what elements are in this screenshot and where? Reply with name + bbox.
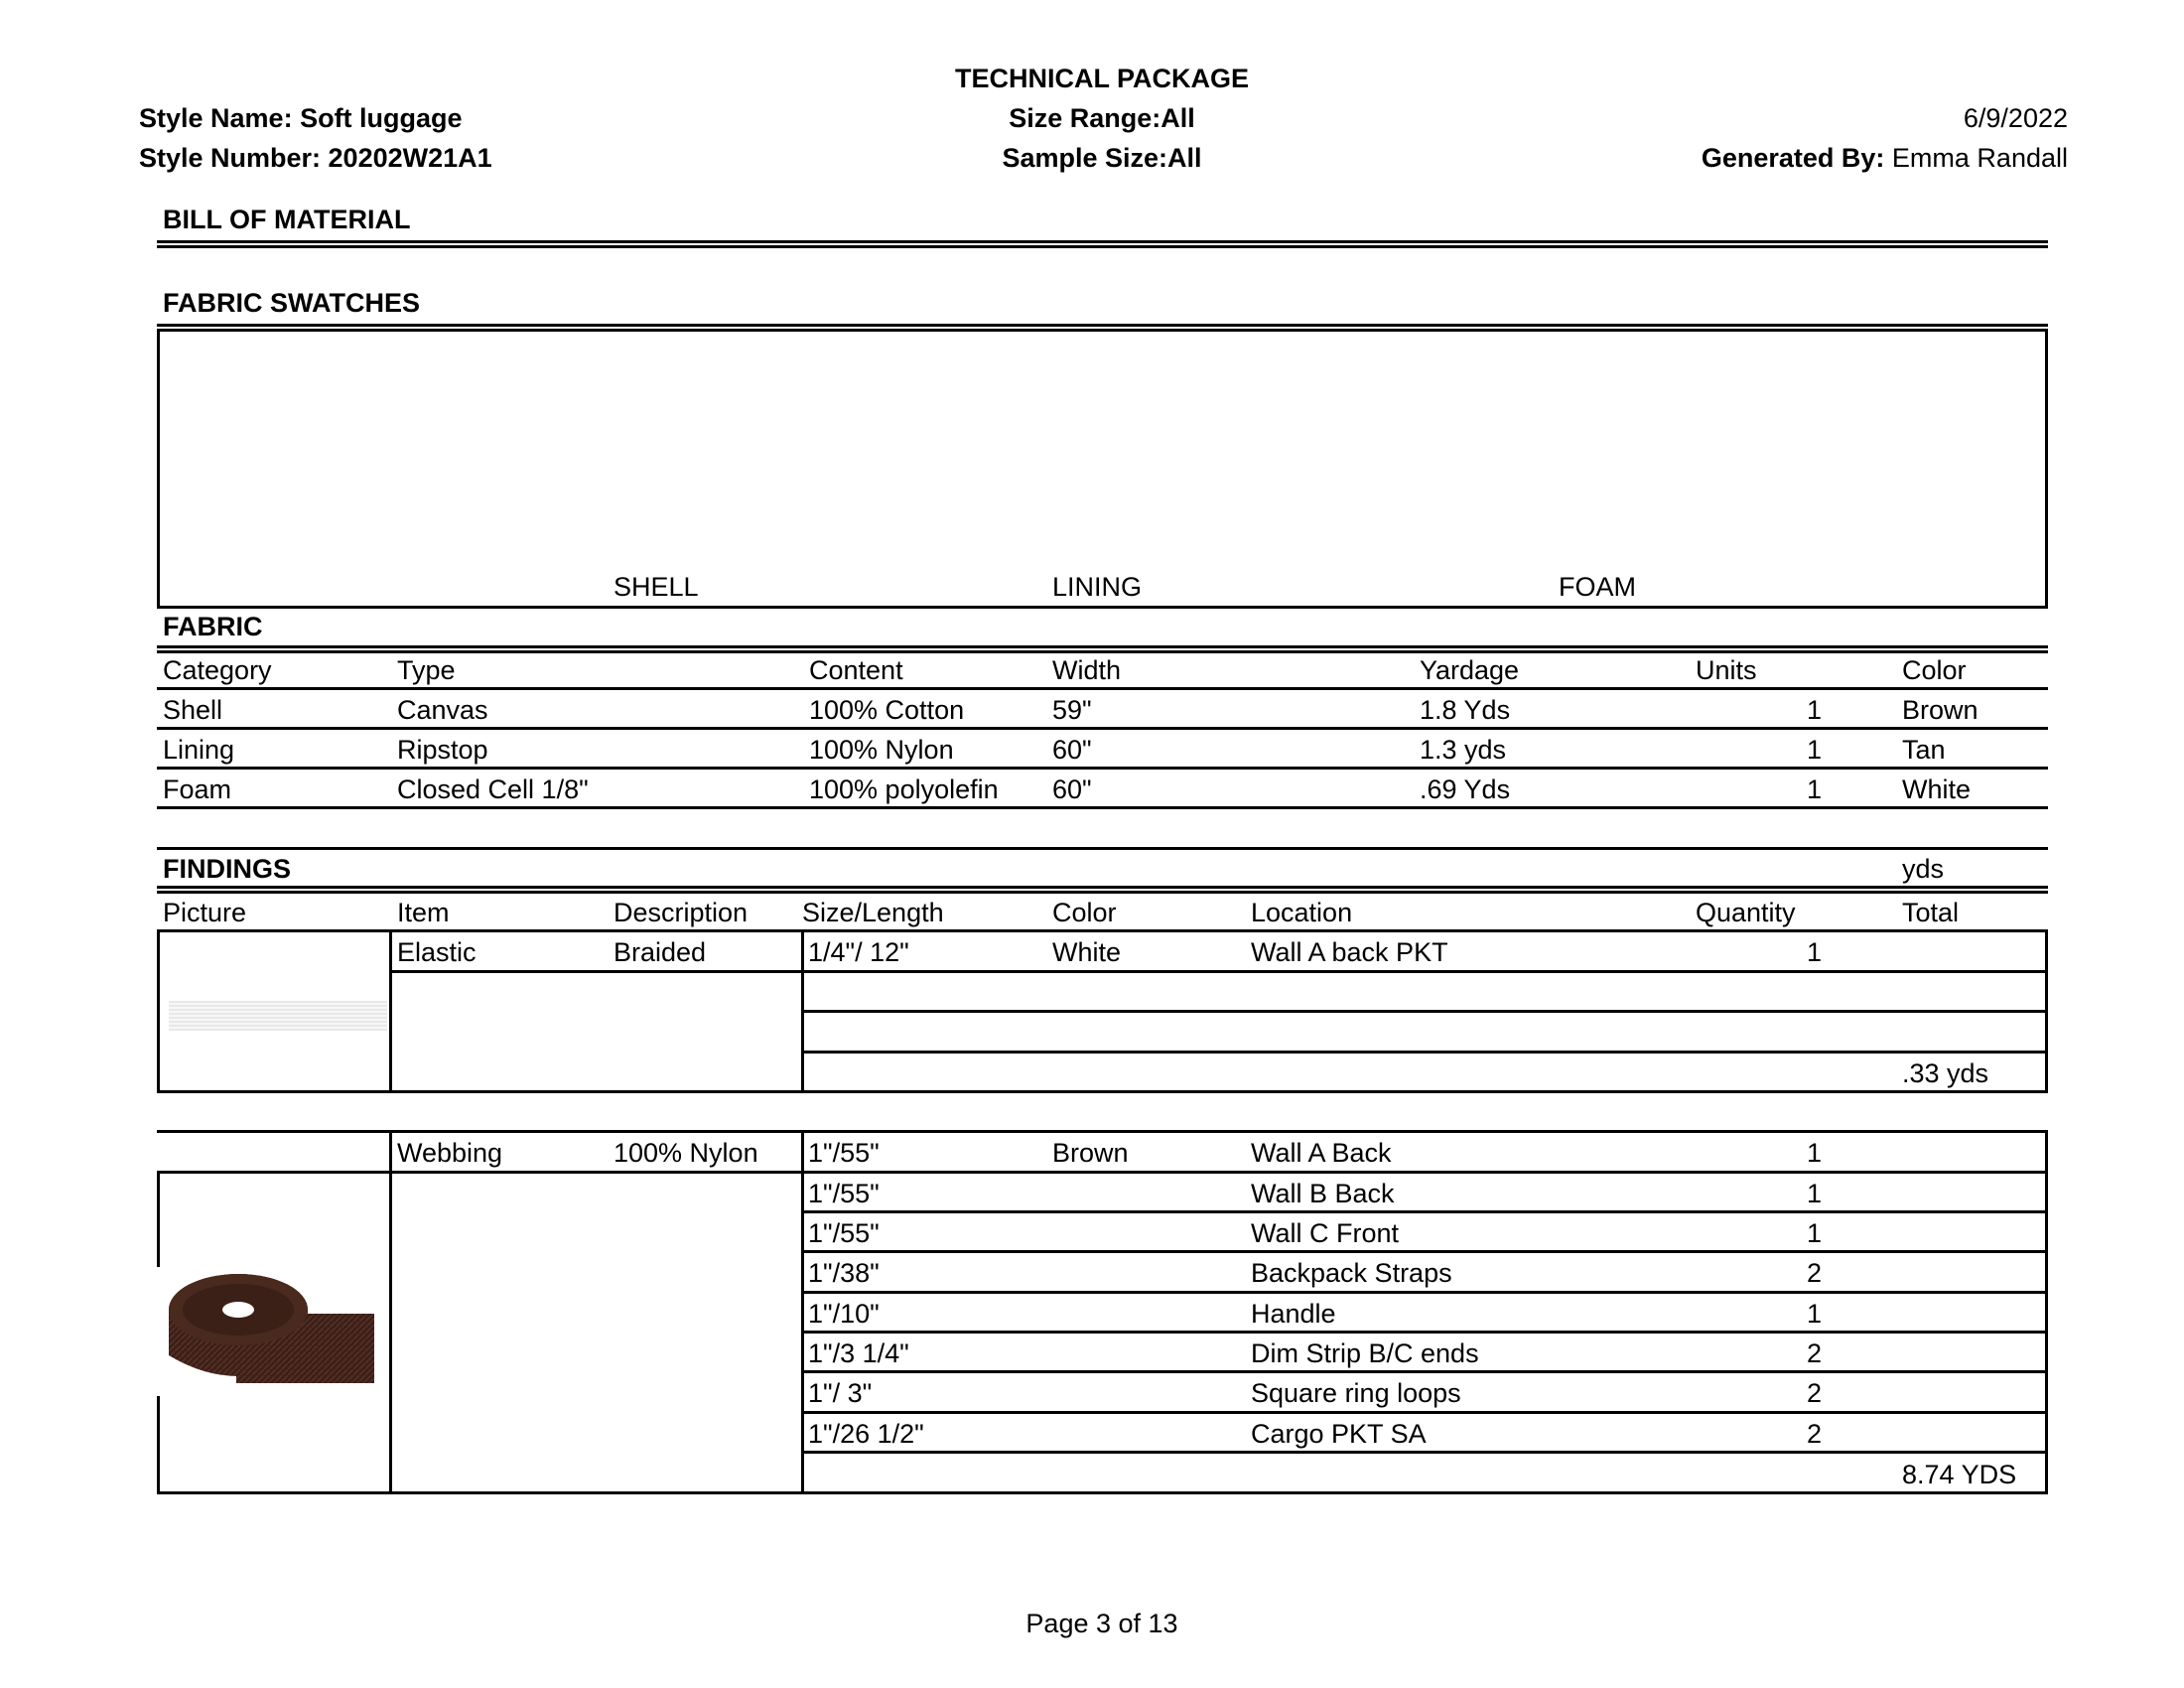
webbing-location: Wall C Front [1251, 1218, 1400, 1248]
webbing-size: 1"/26 1/2" [808, 1419, 924, 1449]
elastic-border-left [157, 929, 160, 1093]
fabric-cell-category: Lining [163, 735, 235, 765]
fabric-row-rule [157, 806, 2048, 809]
webbing-top-rule [157, 1130, 2048, 1133]
webbing-quantity: 1 [1806, 1299, 1822, 1329]
generated-by-label: Generated By: [1701, 143, 1885, 173]
elastic-total: .33 yds [1902, 1058, 1989, 1088]
webbing-location: Cargo PKT SA [1251, 1419, 1427, 1449]
swatch-label-shell: SHELL [614, 572, 699, 602]
fabric-cell-width: 59" [1052, 695, 1092, 725]
fabric-cell-yardage: 1.3 yds [1420, 735, 1507, 765]
elastic-location: Wall A back PKT [1251, 937, 1448, 967]
webbing-size: 1"/10" [808, 1299, 880, 1329]
elastic-quantity: 1 [1806, 937, 1822, 967]
webbing-size: 1"/ 3" [808, 1378, 873, 1408]
elastic-size: 1/4"/ 12" [808, 937, 909, 967]
fabric-cell-width: 60" [1052, 735, 1092, 765]
webbing-description: 100% Nylon [614, 1138, 758, 1168]
sample-size: Sample Size:All [1002, 143, 1202, 173]
webbing-row-rule [801, 1291, 2048, 1294]
bom-divider [157, 240, 2048, 248]
fabric-cell-content: 100% Nylon [809, 735, 954, 765]
webbing-row-rule [801, 1451, 2048, 1454]
findings-col-description: Description [614, 898, 749, 927]
findings-col-quantity: Quantity [1696, 898, 1796, 927]
fabric-header-rule [157, 687, 2048, 690]
webbing-row-rule [801, 1411, 2048, 1414]
findings-col-color: Color [1052, 898, 1117, 927]
swatches-heading: FABRIC SWATCHES [163, 288, 421, 318]
webbing-border-picture [389, 1130, 392, 1494]
fabric-cell-yardage: 1.8 Yds [1420, 695, 1511, 725]
webbing-location: Backpack Straps [1251, 1258, 1452, 1288]
webbing-size: 1"/3 1/4" [808, 1338, 909, 1368]
page-number: Page 3 of 13 [1025, 1609, 1178, 1638]
webbing-row-rule [801, 1210, 2048, 1213]
webbing-location: Square ring loops [1251, 1378, 1461, 1408]
findings-col-total: Total [1902, 898, 1960, 927]
fabric-col-width: Width [1052, 655, 1122, 685]
fabric-cell-content: 100% polyolefin [809, 774, 999, 804]
webbing-location: Dim Strip B/C ends [1251, 1338, 1479, 1368]
fabric-cell-category: Shell [163, 695, 223, 725]
elastic-border-picture [389, 929, 392, 1093]
findings-col-location: Location [1251, 898, 1353, 927]
findings-heading: FINDINGS [163, 854, 292, 884]
fabric-cell-color: Tan [1902, 735, 1946, 765]
fabric-cell-color: White [1902, 774, 1972, 804]
webbing-quantity: 1 [1806, 1179, 1822, 1208]
findings-top-rule [157, 847, 2048, 850]
elastic-color: White [1052, 937, 1122, 967]
generated-by [1702, 145, 2068, 172]
size-range: Size Range:All [1009, 103, 1195, 133]
webbing-quantity: 1 [1806, 1218, 1822, 1248]
webbing-quantity: 2 [1806, 1258, 1822, 1288]
fabric-cell-units: 1 [1806, 735, 1822, 765]
webbing-picture-rule [157, 1171, 392, 1174]
swatch-box [157, 329, 2048, 609]
webbing-row-rule [801, 1171, 2048, 1174]
fabric-col-type: Type [397, 655, 456, 685]
doc-date: 6/9/2022 [1963, 103, 2068, 133]
fabric-cell-type: Ripstop [397, 735, 488, 765]
webbing-row-rule [801, 1250, 2048, 1253]
webbing-border-right [2045, 1130, 2048, 1494]
fabric-cell-units: 1 [1806, 774, 1822, 804]
findings-col-size: Size/Length [802, 898, 944, 927]
webbing-size: 1"/55" [808, 1138, 880, 1168]
style-name: Style Name: Soft luggage [139, 103, 463, 133]
webbing-border-left-bottom [157, 1396, 160, 1494]
webbing-quantity: 1 [1806, 1138, 1822, 1168]
fabric-cell-content: 100% Cotton [809, 695, 965, 725]
webbing-size: 1"/38" [808, 1258, 880, 1288]
fabric-col-yardage: Yardage [1420, 655, 1520, 685]
webbing-size: 1"/55" [808, 1179, 880, 1208]
elastic-bottom-rule [157, 1090, 2048, 1093]
webbing-quantity: 2 [1806, 1419, 1822, 1449]
swatch-label-lining: LINING [1052, 572, 1143, 602]
fabric-cell-width: 60" [1052, 774, 1092, 804]
bom-heading: BILL OF MATERIAL [163, 205, 411, 234]
fabric-cell-yardage: .69 Yds [1420, 774, 1511, 804]
elastic-item-rule [389, 970, 804, 973]
webbing-border-left-top [157, 1171, 160, 1267]
webbing-roll-image [157, 1256, 380, 1405]
webbing-quantity: 2 [1806, 1338, 1822, 1368]
webbing-bottom-rule [157, 1491, 2048, 1494]
fabric-cell-category: Foam [163, 774, 232, 804]
fabric-divider [157, 645, 2048, 653]
webbing-location: Wall A Back [1251, 1138, 1392, 1168]
webbing-location: Handle [1251, 1299, 1336, 1329]
webbing-color: Brown [1052, 1138, 1129, 1168]
elastic-row-rule [801, 970, 2048, 973]
fabric-cell-type: Closed Cell 1/8" [397, 774, 589, 804]
fabric-row-rule [157, 727, 2048, 730]
webbing-row-rule [801, 1331, 2048, 1334]
webbing-row-rule [801, 1370, 2048, 1373]
fabric-cell-units: 1 [1806, 695, 1822, 725]
fabric-cell-type: Canvas [397, 695, 488, 725]
findings-unit: yds [1902, 854, 1945, 884]
webbing-size: 1"/55" [808, 1218, 880, 1248]
fabric-row-rule [157, 767, 2048, 770]
webbing-item-rule [389, 1171, 804, 1174]
webbing-location: Wall B Back [1251, 1179, 1395, 1208]
swatch-label-foam: FOAM [1559, 572, 1636, 602]
fabric-heading: FABRIC [163, 612, 263, 641]
webbing-item: Webbing [397, 1138, 503, 1168]
elastic-image [169, 1001, 387, 1031]
findings-col-picture: Picture [163, 898, 247, 927]
elastic-row-rule [801, 1051, 2048, 1054]
findings-divider [157, 886, 2048, 894]
webbing-border-desc [801, 1130, 804, 1494]
elastic-top-rule [157, 929, 2048, 932]
webbing-quantity: 2 [1806, 1378, 1822, 1408]
webbing-total: 8.74 YDS [1902, 1460, 2017, 1489]
generated-by-value: Emma Randall [1884, 143, 2068, 173]
elastic-row-rule [801, 1010, 2048, 1013]
fabric-col-color: Color [1902, 655, 1967, 685]
elastic-description: Braided [614, 937, 707, 967]
fabric-col-units: Units [1696, 655, 1757, 685]
style-number: Style Number: 20202W21A1 [139, 143, 492, 173]
fabric-col-category: Category [163, 655, 272, 685]
doc-title: TECHNICAL PACKAGE [954, 64, 1249, 93]
fabric-cell-color: Brown [1902, 695, 1979, 725]
elastic-item: Elastic [397, 937, 477, 967]
findings-col-item: Item [397, 898, 450, 927]
fabric-col-content: Content [809, 655, 903, 685]
